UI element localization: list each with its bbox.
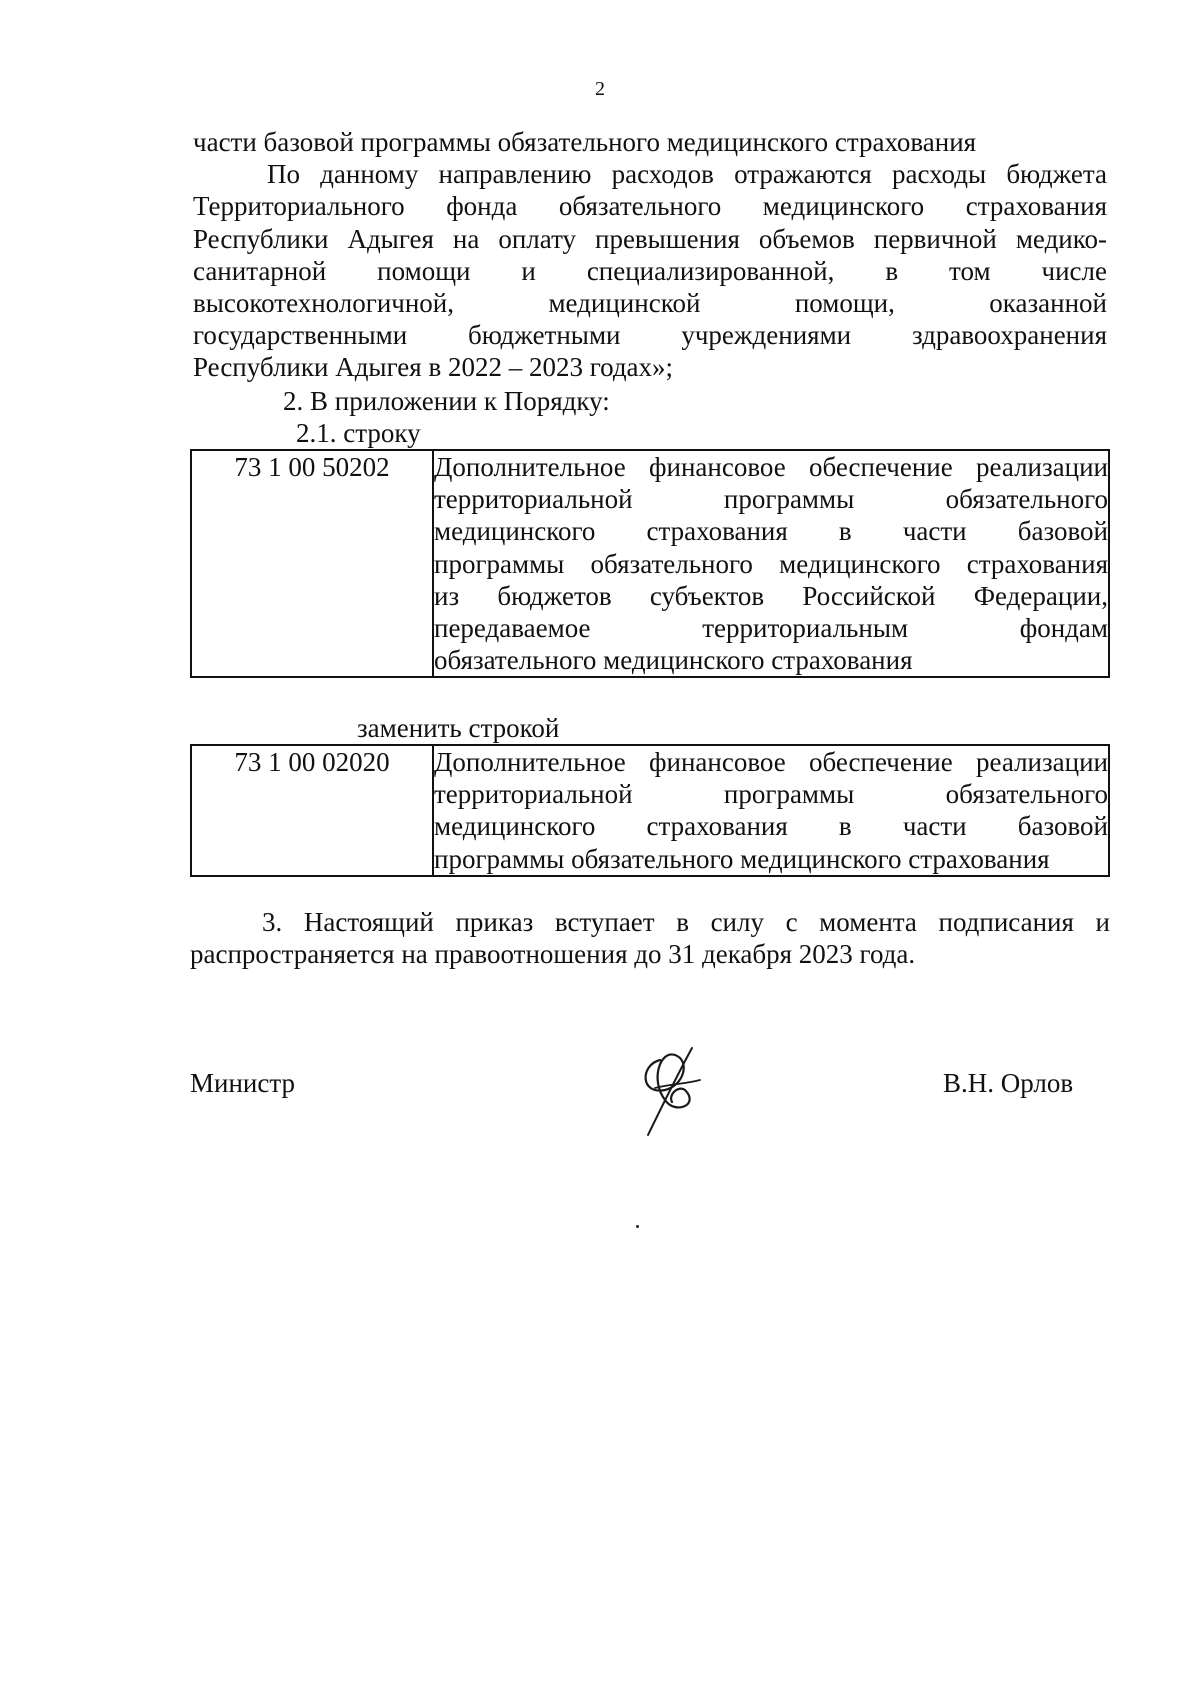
handwritten-signature [630, 1040, 710, 1140]
signatory-title: Министр [190, 1068, 295, 1098]
description-line: Дополнительное финансовое обеспечение реализации [434, 452, 1108, 482]
page-number: 2 [595, 78, 605, 100]
paragraph-line: санитарной помощи и специализированной, в том числе [193, 255, 1107, 286]
item-3 [190, 906, 1110, 970]
paragraph-line: высокотехнологичной, медицинской помощи, оказанной [193, 288, 1107, 319]
code-cell: 73 1 00 50202 [191, 450, 433, 677]
paragraph-line: 3. Настоящий приказ вступает в силу с момента подписания и [262, 907, 1110, 937]
scan-speck [636, 1225, 639, 1228]
code-cell: 73 1 00 02020 [191, 745, 433, 876]
item-2: 2. В приложении к Порядку: [283, 386, 610, 416]
paragraph-line: распространяется на правоотношения до 31 декабря 2023 года. [190, 939, 916, 970]
description-line: передаваемое территориальным фондам [434, 613, 1108, 644]
description-line: обязательного медицинского страхования [434, 645, 913, 676]
description-line: Дополнительное финансовое обеспечение реализации [434, 747, 1108, 777]
description-cell [433, 450, 1109, 677]
description-line: медицинского страхования в части базовой [434, 516, 1108, 547]
description-cell [433, 745, 1109, 876]
description-line: медицинского страхования в части базовой [434, 811, 1108, 842]
table-old-row [190, 449, 1110, 678]
paragraph-line: Территориального фонда обязательного медицинского страхования [193, 191, 1107, 222]
intro-line: части базовой программы обязательного медицинского страхования [193, 127, 977, 157]
description-line: территориальной программы обязательного [434, 484, 1108, 515]
description-line: программы обязательного медицинского страхования [434, 548, 1108, 579]
description-line: из бюджетов субъектов Российской Федерации, [434, 580, 1108, 611]
paragraph-line: Республики Адыгея в 2022 – 2023 годах»; [193, 352, 674, 383]
replace-label: заменить строкой [357, 713, 560, 743]
description-line: территориальной программы обязательного [434, 779, 1108, 810]
paragraph-line: По данному направлению расходов отражаются расходы бюджета [267, 159, 1107, 190]
intro-section [193, 126, 1107, 384]
table-new-row [190, 744, 1110, 877]
signatory-name: В.Н. Орлов [943, 1068, 1074, 1098]
item-2-1: 2.1. строку [296, 418, 421, 448]
table-row [191, 745, 1109, 876]
paragraph-line: государственными бюджетными учреждениями здравоохранения [193, 320, 1107, 351]
description-line: программы обязательного медицинского страхования [434, 843, 1050, 874]
paragraph-line: Республики Адыгея на оплату превышения объемов первичной медико- [193, 223, 1107, 254]
table-row [191, 450, 1109, 677]
